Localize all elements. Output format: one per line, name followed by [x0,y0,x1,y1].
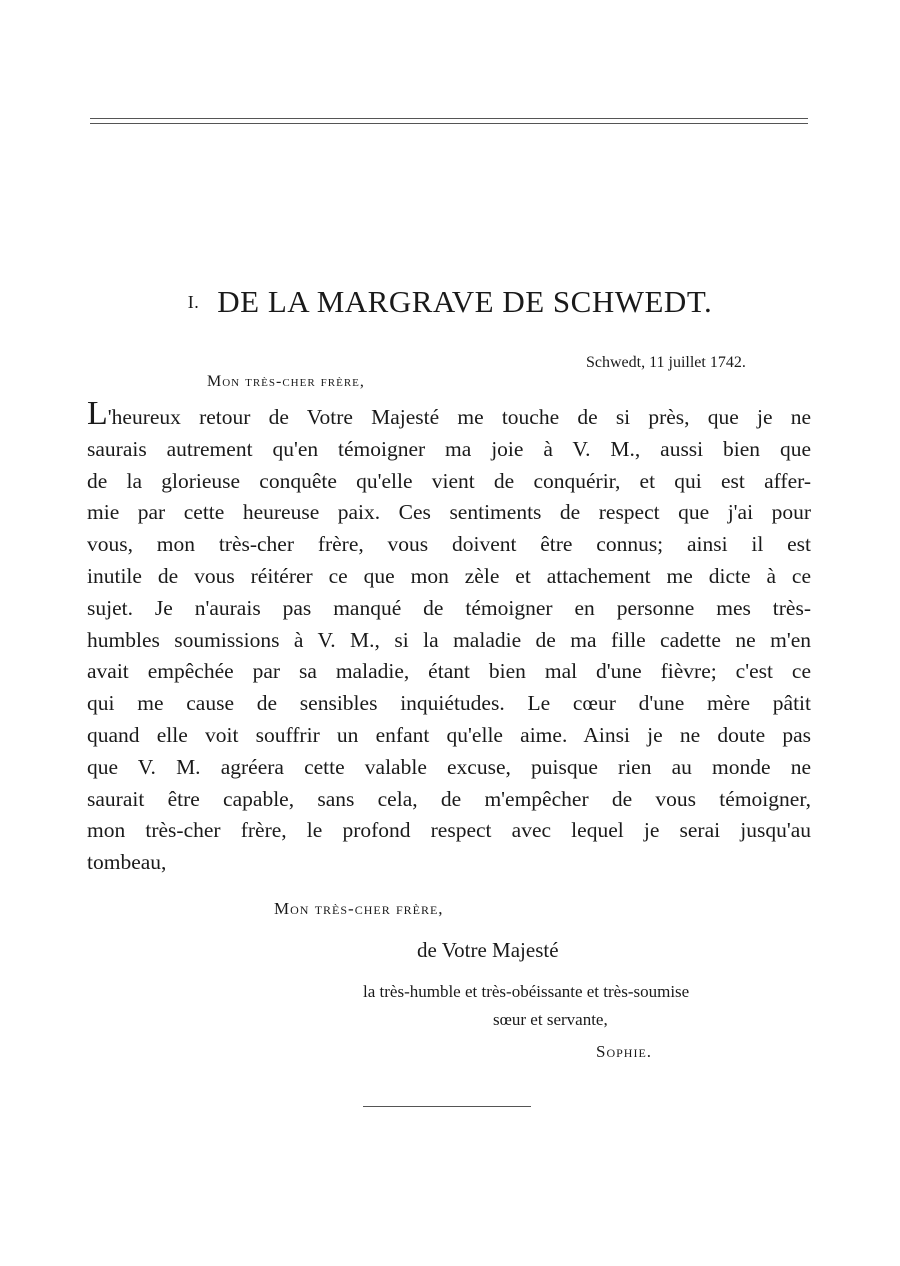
body-line: qui me cause de sensibles inquiétudes. Le cœur d'une mère pâtit [87,691,811,716]
body-line: quand elle voit souffrir un enfant qu'elle aime. Ainsi je ne doute pas [87,722,811,747]
body-line: inutile de vous réitérer ce que mon zèle et attachement me dicte à ce [87,563,811,588]
dateline: Schwedt, 11 juillet 1742. [586,354,746,371]
letter-heading [0,282,900,322]
salutation: Mon très-cher frère, [207,373,365,390]
bottom-rule [363,1106,531,1107]
body-line: humbles soumissions à V. M., si la maladie de ma fille cadette ne m'en [87,627,811,652]
body-line: tombeau, [87,850,167,875]
body-line-text: 'heureux retour de Votre Majesté me touche de si près, que je ne [107,405,811,429]
body-line: saurais autrement qu'en témoigner ma joie à V. M., aussi bien que [87,436,811,461]
body-line: sujet. Je n'aurais pas manqué de témoigner en personne mes très- [87,595,811,620]
closing-humble: la très-humble et très-obéissante et très-soumise [363,982,690,1001]
closing-majesty: de Votre Majesté [417,938,559,962]
body-line: avait empêchée par sa maladie, étant bien mal d'une fièvre; c'est ce [87,659,811,684]
body-line: que V. M. agréera cette valable excuse, puisque rien au monde ne [87,754,811,779]
letter-body [87,402,811,879]
body-line: saurait être capable, sans cela, de m'empêcher de vous témoigner, [87,786,811,811]
body-line: vous, mon très-cher frère, vous doivent être connus; ainsi il est [87,532,811,557]
body-line: mie par cette heureuse paix. Ces sentiments de respect que j'ai pour [87,500,811,525]
body-line [87,402,811,434]
closing-servant: sœur et servante, [493,1010,608,1029]
drop-cap: L [87,402,108,432]
letter-title: DE LA MARGRAVE DE SCHWEDT. [217,284,713,319]
top-double-rule [90,118,808,124]
body-line: mon très-cher frère, le profond respect avec lequel je serai jusqu'au [87,818,811,843]
body-line: de la glorieuse conquête qu'elle vient de conquérir, et qui est affer- [87,468,811,493]
signature: Sophie. [596,1042,653,1061]
closing-salutation: Mon très-cher frère, [274,899,444,918]
letter-number: I. [187,292,200,312]
